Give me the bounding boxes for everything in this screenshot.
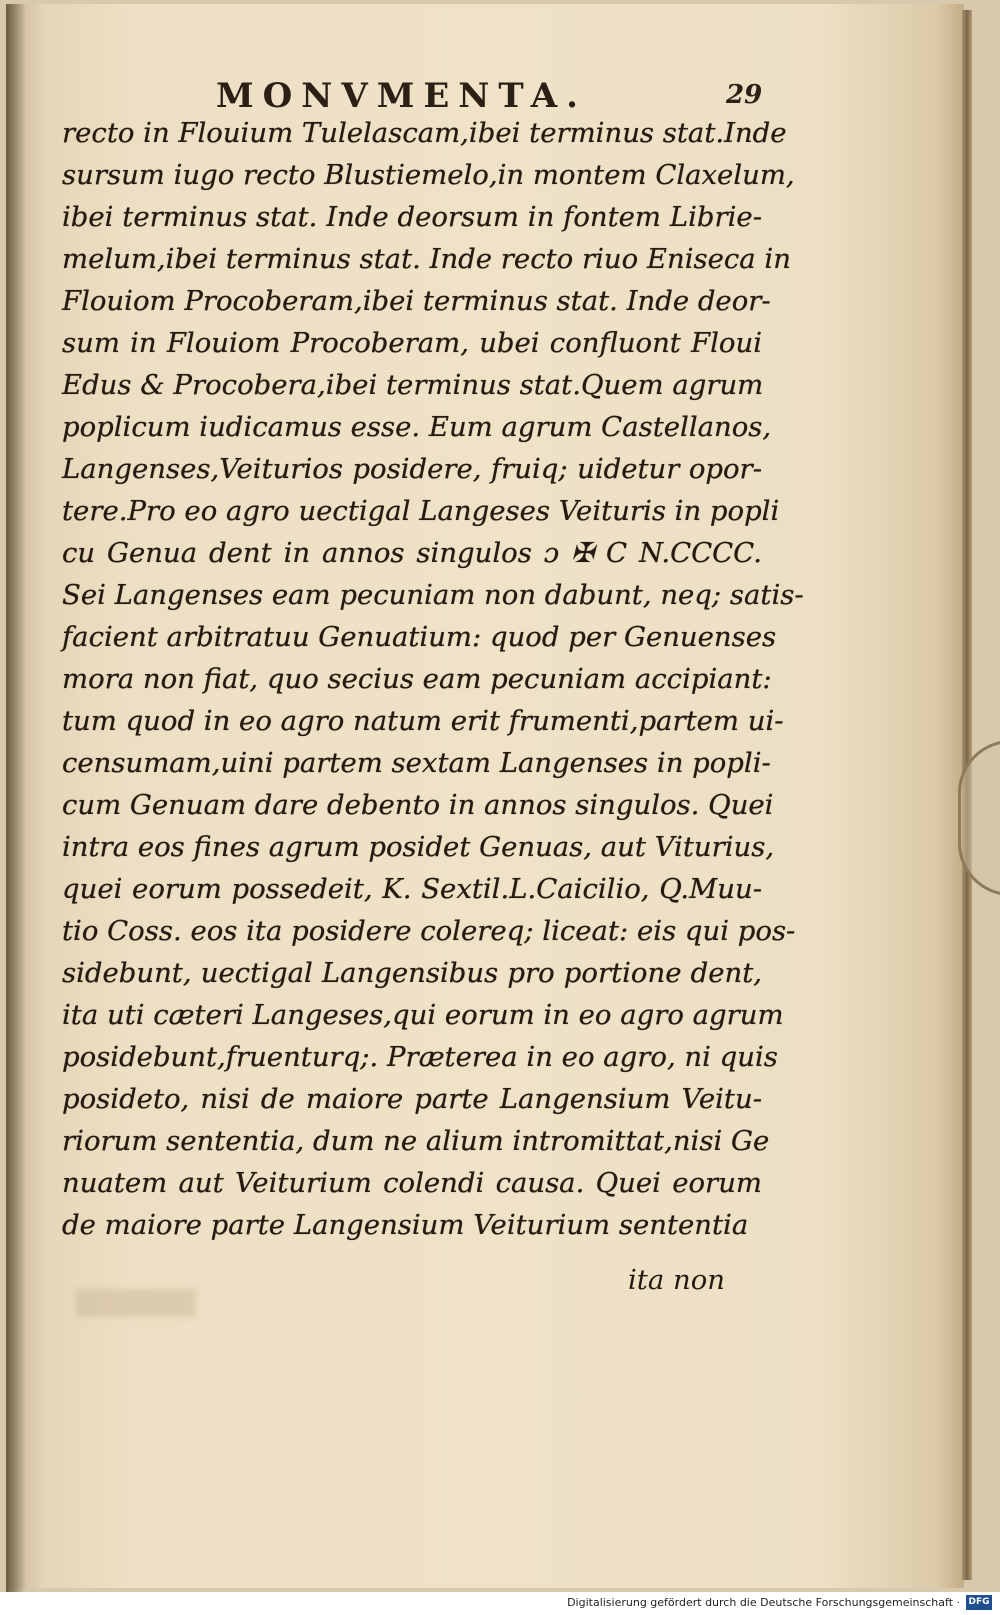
text-line: tum quod in eo agro natum erit frumenti,partem ui-: [62, 705, 784, 737]
text-line: Flouiom Procoberam,ibei terminus stat. Inde deor-: [62, 285, 771, 317]
text-line: sursum iugo recto Blustiemelo,in montem Claxelum,: [62, 159, 795, 191]
dfg-logo-icon: DFG: [966, 1595, 992, 1610]
page-number: 29: [726, 80, 763, 110]
page-header: [66, 76, 766, 116]
text-line: de maiore parte Langensium Veiturium sententia: [62, 1209, 749, 1241]
text-line: Edus & Procobera,ibei terminus stat.Quem agrum: [62, 369, 764, 401]
spine-shadow: [6, 4, 26, 1592]
text-line: ibei terminus stat. Inde deorsum in fontem Librie-: [62, 201, 762, 233]
body-text: [62, 112, 804, 1246]
text-line: censumam,uini partem sextam Langenses in popli-: [62, 747, 771, 779]
text-line: recto in Flouium Tulelascam,ibei terminus stat.Inde: [62, 117, 787, 149]
paper-stain: [76, 1289, 196, 1317]
text-line: sidebunt, uectigal Langensibus pro portione dent,: [62, 957, 762, 989]
text-line: Sei Langenses eam pecuniam non dabunt, neq; satis-: [62, 579, 804, 611]
footer-bar: [0, 1592, 1000, 1615]
catchword: ita non: [628, 1264, 725, 1296]
text-line: tere.Pro eo agro uectigal Langeses Veituris in popli: [62, 495, 780, 527]
text-line: poplicum iudicamus esse. Eum agrum Castellanos,: [62, 411, 772, 443]
running-head: MONVMENTA.: [216, 76, 587, 116]
text-line: quei eorum possedeit, K. Sextil.L.Caicilio, Q.Muu-: [62, 873, 762, 905]
text-line: posidebunt,fruenturq;. Præterea in eo agro, ni quis: [62, 1041, 778, 1073]
text-line: cum Genuam dare debento in annos singulos. Quei: [62, 789, 774, 821]
text-line: nuatem aut Veiturium colendi causa. Quei eorum: [62, 1167, 762, 1199]
text-line: sum in Flouiom Procoberam, ubei confluont Floui: [62, 327, 762, 359]
text-line: posideto, nisi de maiore parte Langensium Veitu-: [62, 1083, 762, 1115]
text-line: melum,ibei terminus stat. Inde recto riuo Eniseca in: [62, 243, 791, 275]
text-line: mora non fiat, quo secius eam pecuniam accipiant:: [62, 663, 772, 695]
text-line: Langenses,Veiturios posidere, fruiq; uidetur opor-: [62, 453, 762, 485]
text-line: cu Genua dent in annos singulos ɔ ✠ C N.CCCC.: [62, 537, 762, 569]
text-line: intra eos fines agrum posidet Genuas, aut Viturius,: [62, 831, 775, 863]
book-page: [6, 4, 964, 1588]
text-line: tio Coss. eos ita posidere colereq; liceat: eis qui pos-: [62, 915, 796, 947]
text-line: ita uti cæteri Langeses,qui eorum in eo agro agrum: [62, 999, 784, 1031]
text-line: riorum sententia, dum ne alium intromittat,nisi Ge: [62, 1125, 770, 1157]
footer-credit: Digitalisierung gefördert durch die Deutsche Forschungsgemeinschaft ·: [567, 1596, 960, 1609]
text-line: facient arbitratuu Genuatium: quod per Genuenses: [62, 621, 777, 653]
